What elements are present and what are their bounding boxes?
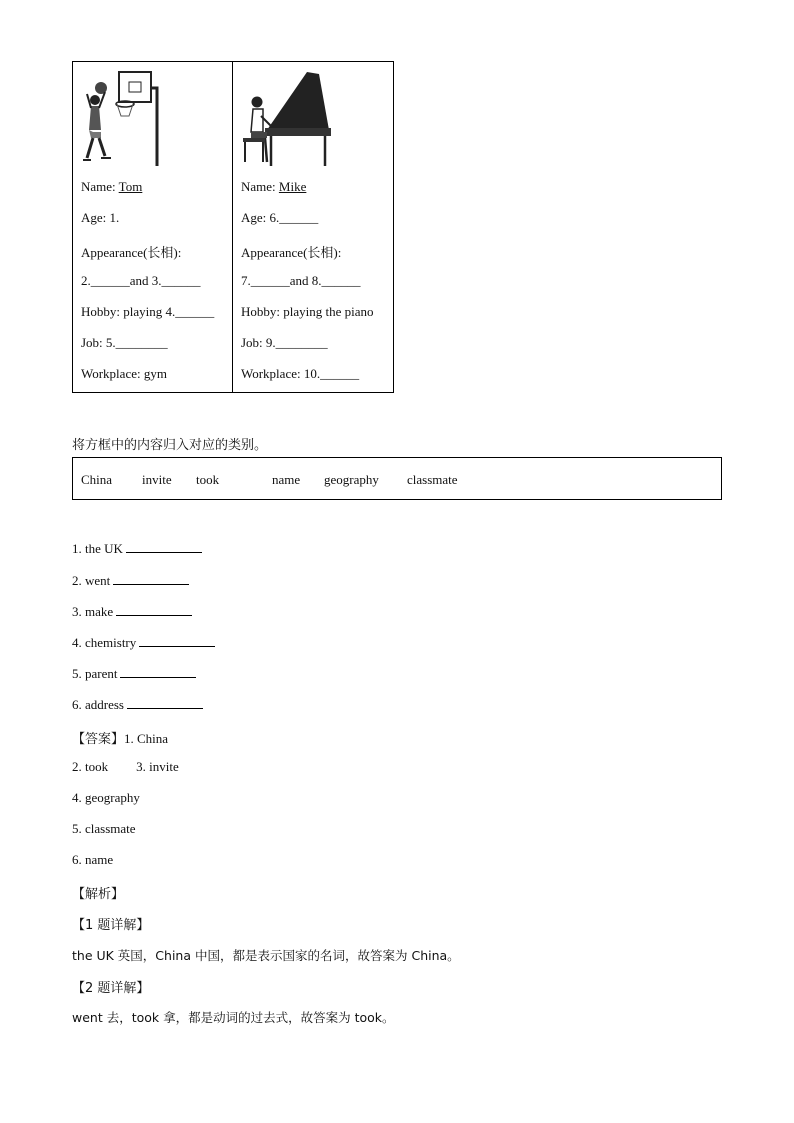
tom-appearance-label: Appearance(长相): <box>81 245 182 260</box>
mike-appearance-blanks: 7.______and 8.______ <box>241 273 361 288</box>
mike-age: Age: 6.______ <box>241 210 319 225</box>
profile-mike <box>233 62 393 392</box>
mike-name-value: Mike <box>278 179 307 194</box>
tom-workplace: Workplace: gym <box>81 366 167 381</box>
answer-blank[interactable] <box>126 540 202 553</box>
answer-label: 【答案】 <box>72 732 125 747</box>
mike-appearance-label: Appearance(长相): <box>241 245 342 260</box>
q1-detail-text: the UK 英国，China 中国，都是表示国家的名词，故答案为 China。 <box>72 948 460 963</box>
answer-line-3: 4. geography <box>72 790 140 805</box>
word-item: classmate <box>407 472 458 487</box>
word-item: geography <box>324 472 379 487</box>
piano-player-illustration <box>241 66 331 170</box>
answer-line-5: 6. name <box>72 852 114 867</box>
answer-blank[interactable] <box>116 603 192 616</box>
answer-line-4: 5. classmate <box>72 821 136 836</box>
analysis-label: 【解析】 <box>72 887 125 902</box>
tom-age: Age: 1. <box>81 210 120 225</box>
answer-blank[interactable] <box>113 572 189 585</box>
tom-job: Job: 5.________ <box>81 335 168 350</box>
question-6: 6. address <box>72 696 203 713</box>
mike-job: Job: 9.________ <box>241 335 328 350</box>
word-box <box>72 457 722 500</box>
mike-hobby: Hobby: playing the piano <box>241 304 374 319</box>
profile-tom <box>73 62 233 392</box>
mike-workplace: Workplace: 10.______ <box>241 366 360 381</box>
answer-blank[interactable] <box>139 634 215 647</box>
tom-hobby: Hobby: playing 4.______ <box>81 304 215 319</box>
word-item: took <box>196 472 220 487</box>
tom-name-line: Name: Tom <box>81 179 143 194</box>
tom-name-value: Tom <box>118 179 143 194</box>
question-2: 2. went <box>72 572 189 589</box>
answer-blank[interactable] <box>120 665 196 678</box>
question-4: 4. chemistry <box>72 634 215 651</box>
q2-detail-text: went 去，took 拿，都是动词的过去式，故答案为 took。 <box>72 1010 395 1025</box>
answer-blank[interactable] <box>127 696 203 709</box>
question-1: 1. the UK <box>72 540 202 557</box>
basketball-player-illustration <box>81 66 163 170</box>
instruction-text: 将方框中的内容归入对应的类别。 <box>72 438 268 453</box>
tom-appearance-blanks: 2.______and 3.______ <box>81 273 201 288</box>
question-5: 5. parent <box>72 665 196 682</box>
answer-line-2: 2. took 3. invite <box>72 759 179 774</box>
q1-detail-label: 【1 题详解】 <box>72 918 150 933</box>
q2-detail-label: 【2 题详解】 <box>72 981 150 996</box>
question-3: 3. make <box>72 603 192 620</box>
answer-line-1: 【答案】1. China <box>72 731 169 747</box>
word-item: invite <box>142 472 172 487</box>
profile-table <box>72 61 394 393</box>
word-item: China <box>81 472 113 487</box>
word-item: name <box>272 472 301 487</box>
mike-name-line: Name: Mike <box>241 179 307 194</box>
